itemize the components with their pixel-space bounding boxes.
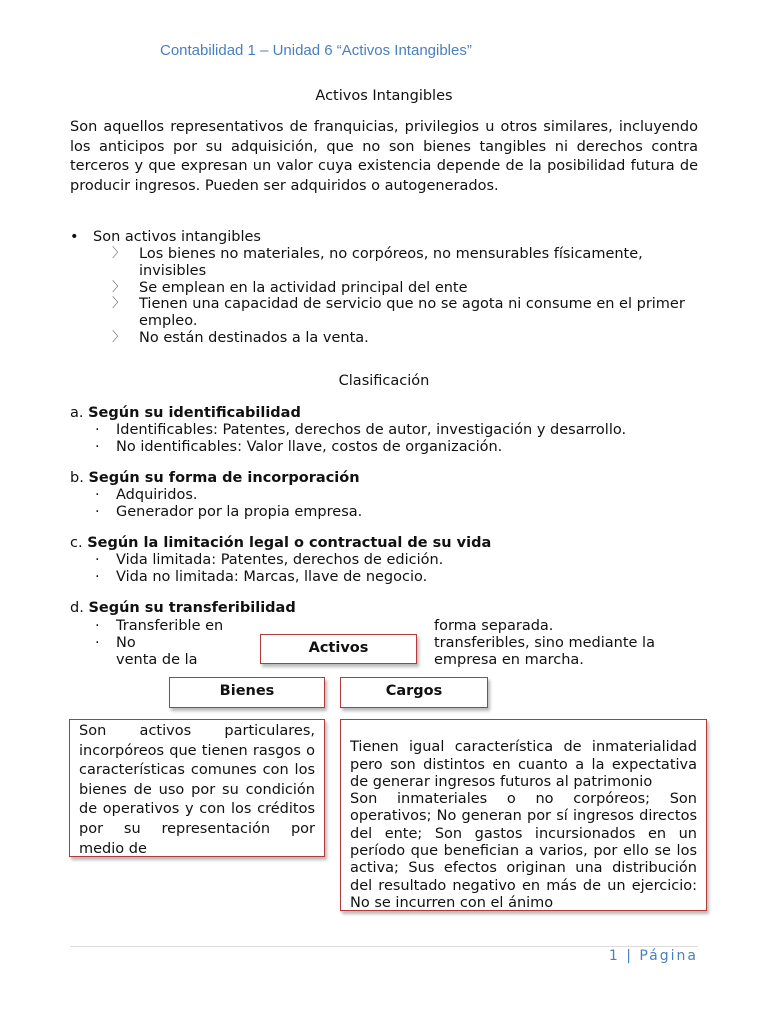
sub-bullet-marker: · bbox=[95, 439, 100, 456]
classification-items bbox=[95, 552, 443, 587]
list-item-text: Vida no limitada: Marcas, llave de negocio. bbox=[116, 569, 428, 586]
list-item bbox=[95, 504, 362, 521]
arrow-icon: 〉 bbox=[112, 279, 126, 295]
list-item-text: Adquiridos. bbox=[116, 487, 198, 503]
classification-heading-text: Según su identificabilidad bbox=[88, 405, 301, 421]
transfer-line3-right: empresa en marcha. bbox=[434, 652, 584, 668]
list-item-text: Los bienes no materiales, no corpóreos, no mensurables físicamente, invisibles bbox=[139, 246, 643, 279]
classification-title: Clasificación bbox=[338, 373, 430, 389]
list-item bbox=[112, 330, 702, 347]
list-item bbox=[112, 280, 702, 297]
section-title: Activos Intangibles bbox=[315, 88, 453, 104]
classification-heading bbox=[70, 535, 491, 551]
bienes-description-text: Son activos particulares, incorpóreos que tienen rasgos o características comunes con los bienes de uso por su condición de operativos y con los créditos por su representación por medio de bbox=[79, 723, 315, 857]
sub-bullet-marker: · bbox=[95, 422, 100, 438]
bienes-description bbox=[69, 719, 325, 857]
list-item bbox=[95, 422, 626, 439]
classification-items bbox=[95, 422, 626, 457]
cargos-box bbox=[340, 677, 488, 708]
cargos-description-text: Tienen igual característica de inmaterialidad pero son distintos en cuanto a la expectativa de generar ingresos futuros al patrimonio Son inmateriales o no corpóreos; Son operativos; No generan por sí ingresos directos del ente; Son gastos incursionados en un período que benefician a varios, por ello se los activa; Sus efectos originan una distribución del resultado negativo en más de un ejercicio: No se incurren con el ánimo bbox=[350, 739, 697, 911]
sub-bullet-marker: · bbox=[95, 569, 100, 586]
list-item-text: Vida limitada: Patentes, derechos de edición. bbox=[116, 552, 444, 568]
classification-letter: d. bbox=[70, 600, 84, 616]
sub-bullet-marker: · bbox=[95, 618, 100, 634]
classification-heading bbox=[70, 405, 301, 421]
page-number: 1 | Página bbox=[608, 948, 698, 964]
classification-heading-text: Según la limitación legal o contractual de su vida bbox=[87, 535, 492, 551]
cargos-label: Cargos bbox=[385, 683, 443, 699]
classification-heading bbox=[70, 470, 360, 486]
sub-bullet-marker: · bbox=[95, 635, 100, 651]
footer-divider bbox=[70, 946, 698, 947]
bienes-label: Bienes bbox=[219, 683, 275, 699]
list-item bbox=[95, 439, 626, 456]
list-item bbox=[112, 296, 702, 330]
sub-bullet-marker: · bbox=[95, 552, 100, 568]
activos-box bbox=[260, 634, 417, 664]
bienes-box bbox=[169, 677, 325, 708]
arrow-icon: 〉 bbox=[112, 329, 126, 345]
transfer-line1-right: forma separada. bbox=[434, 618, 554, 634]
list-item bbox=[112, 246, 702, 280]
document-header: Contabilidad 1 – Unidad 6 “Activos Intangibles” bbox=[160, 42, 472, 59]
classification-heading bbox=[70, 600, 296, 616]
list-item-text: No identificables: Valor llave, costos de organización. bbox=[116, 439, 503, 456]
list-item-text: Se emplean en la actividad principal del ente bbox=[139, 279, 468, 296]
sub-bullet-marker: · bbox=[95, 504, 100, 521]
list-item bbox=[95, 552, 443, 569]
classification-letter: a. bbox=[70, 405, 84, 421]
arrow-icon: 〉 bbox=[112, 246, 126, 261]
list-item-text: No están destinados a la venta. bbox=[139, 329, 369, 346]
list-item-text: Generador por la propia empresa. bbox=[116, 504, 363, 521]
classification-items bbox=[95, 487, 362, 522]
sub-bullet-marker: · bbox=[95, 487, 100, 503]
transfer-line3-left: venta de la bbox=[116, 652, 198, 668]
intro-paragraph: Son aquellos representativos de franquicias, privilegios u otros similares, incluyendo los anticipos por su adquisición, que no son bienes tangibles ni derechos contra terceros y que expresan un valor cuya existencia depende de la posibilidad futura de producir ingresos. Pueden ser adquiridos o autogenerados. bbox=[70, 119, 698, 194]
classification-letter: b. bbox=[70, 470, 84, 486]
classification-heading-text: Según su forma de incorporación bbox=[88, 470, 360, 486]
arrow-icon: 〉 bbox=[112, 296, 126, 312]
transfer-line2-right: transferibles, sino mediante la bbox=[434, 635, 655, 651]
bullet-marker: • bbox=[70, 229, 79, 245]
list-item-text: Identificables: Patentes, derechos de autor, investigación y desarrollo. bbox=[116, 422, 627, 438]
characteristics-list bbox=[112, 246, 702, 347]
bullet-text: Son activos intangibles bbox=[93, 229, 261, 245]
transfer-line1-left: Transferible en bbox=[116, 618, 224, 634]
list-item-text: Tienen una capacidad de servicio que no se agota ni consume en el primer empleo. bbox=[139, 296, 685, 330]
classification-heading-text: Según su transferibilidad bbox=[88, 600, 296, 616]
transfer-line2-left: No bbox=[116, 635, 136, 651]
activos-label: Activos bbox=[308, 640, 369, 656]
list-item bbox=[95, 569, 443, 586]
classification-letter: c. bbox=[70, 535, 83, 551]
list-item bbox=[95, 487, 362, 504]
cargos-description bbox=[340, 719, 707, 911]
